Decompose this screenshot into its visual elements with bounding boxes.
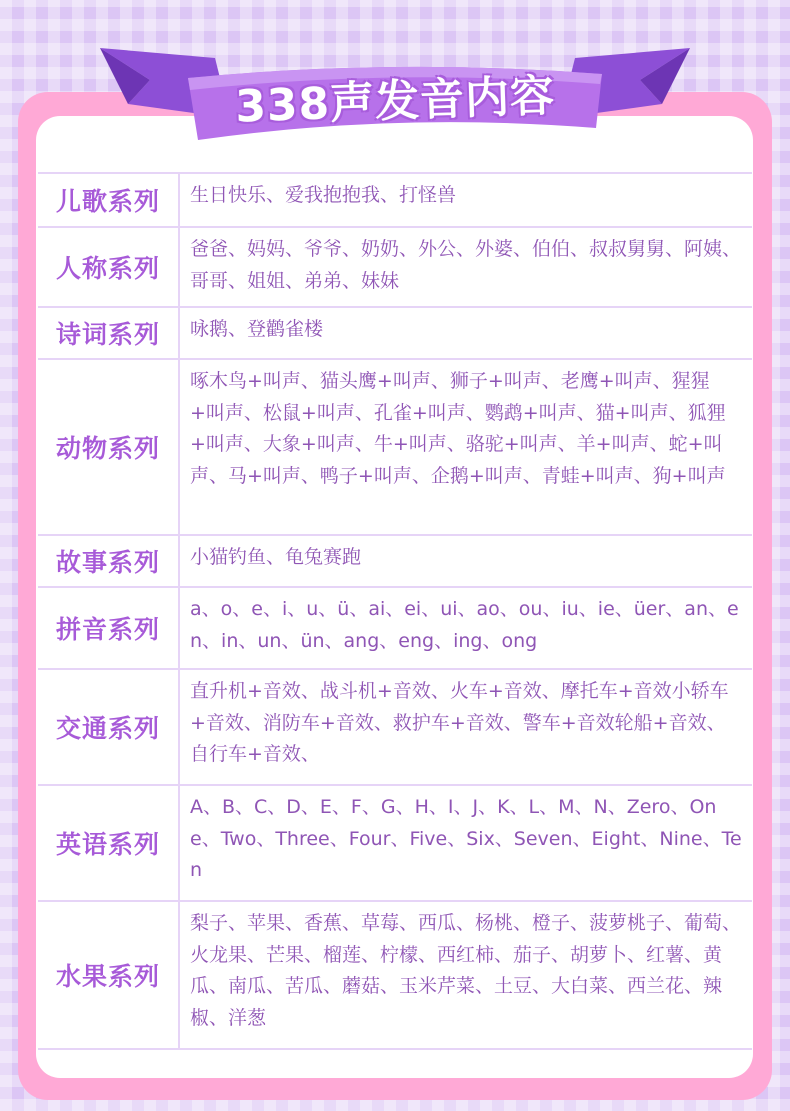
category-label: 人称系列 — [38, 228, 180, 306]
category-label: 故事系列 — [38, 536, 180, 586]
table-row — [38, 228, 752, 308]
category-content: 咏鹅、登鹳雀楼 — [190, 318, 324, 340]
page-title: 338声发音内容 — [234, 70, 556, 133]
category-content: 啄木鸟+叫声、猫头鹰+叫声、狮子+叫声、老鹰+叫声、猩猩+叫声、松鼠+叫声、孔雀+叫声、鹦鹉+叫声、猫+叫声、狐狸+叫声、大象+叫声、牛+叫声、骆驼+叫声、羊+叫声、蛇+叫声、马+叫声、鸭子+叫声、企鹅+叫声、青蛙+叫声、狗+叫声 — [190, 370, 726, 487]
category-label: 拼音系列 — [38, 588, 180, 668]
table-row — [38, 536, 752, 588]
category-content: A、B、C、D、E、F、G、H、I、J、K、L、M、N、Zero、One、Two、Three、Four、Five、Six、Seven、Eight、Nine、Ten — [190, 796, 742, 881]
content-table — [38, 172, 752, 1050]
category-label: 交通系列 — [38, 670, 180, 784]
table-row — [38, 902, 752, 1050]
category-content: 爸爸、妈妈、爷爷、奶奶、外公、外婆、伯伯、叔叔舅舅、阿姨、哥哥、姐姐、弟弟、妹妹 — [190, 238, 742, 292]
category-label: 英语系列 — [38, 786, 180, 900]
category-label: 水果系列 — [38, 902, 180, 1048]
category-label: 动物系列 — [38, 360, 180, 534]
table-row — [38, 588, 752, 670]
table-row — [38, 670, 752, 786]
category-label: 儿歌系列 — [38, 174, 180, 226]
table-row — [38, 174, 752, 228]
category-content: a、o、e、i、u、ü、ai、ei、ui、ao、ou、iu、ie、üer、an、en、in、un、ün、ang、eng、ing、ong — [190, 598, 739, 652]
category-content: 梨子、苹果、香蕉、草莓、西瓜、杨桃、橙子、菠萝桃子、葡萄、火龙果、芒果、榴莲、柠檬、西红柿、茄子、胡萝卜、红薯、黄瓜、南瓜、苦瓜、蘑菇、玉米芹菜、土豆、大白菜、西兰花、辣椒、洋葱 — [190, 912, 742, 1029]
table-row — [38, 308, 752, 360]
category-label: 诗词系列 — [38, 308, 180, 358]
category-content: 生日快乐、爱我抱抱我、打怪兽 — [190, 184, 457, 206]
table-row — [38, 360, 752, 536]
table-row — [38, 786, 752, 902]
category-content: 小猫钓鱼、龟兔赛跑 — [190, 546, 362, 568]
category-content: 直升机+音效、战斗机+音效、火车+音效、摩托车+音效小轿车+音效、消防车+音效、救护车+音效、警车+音效轮船+音效、自行车+音效、 — [190, 680, 729, 765]
